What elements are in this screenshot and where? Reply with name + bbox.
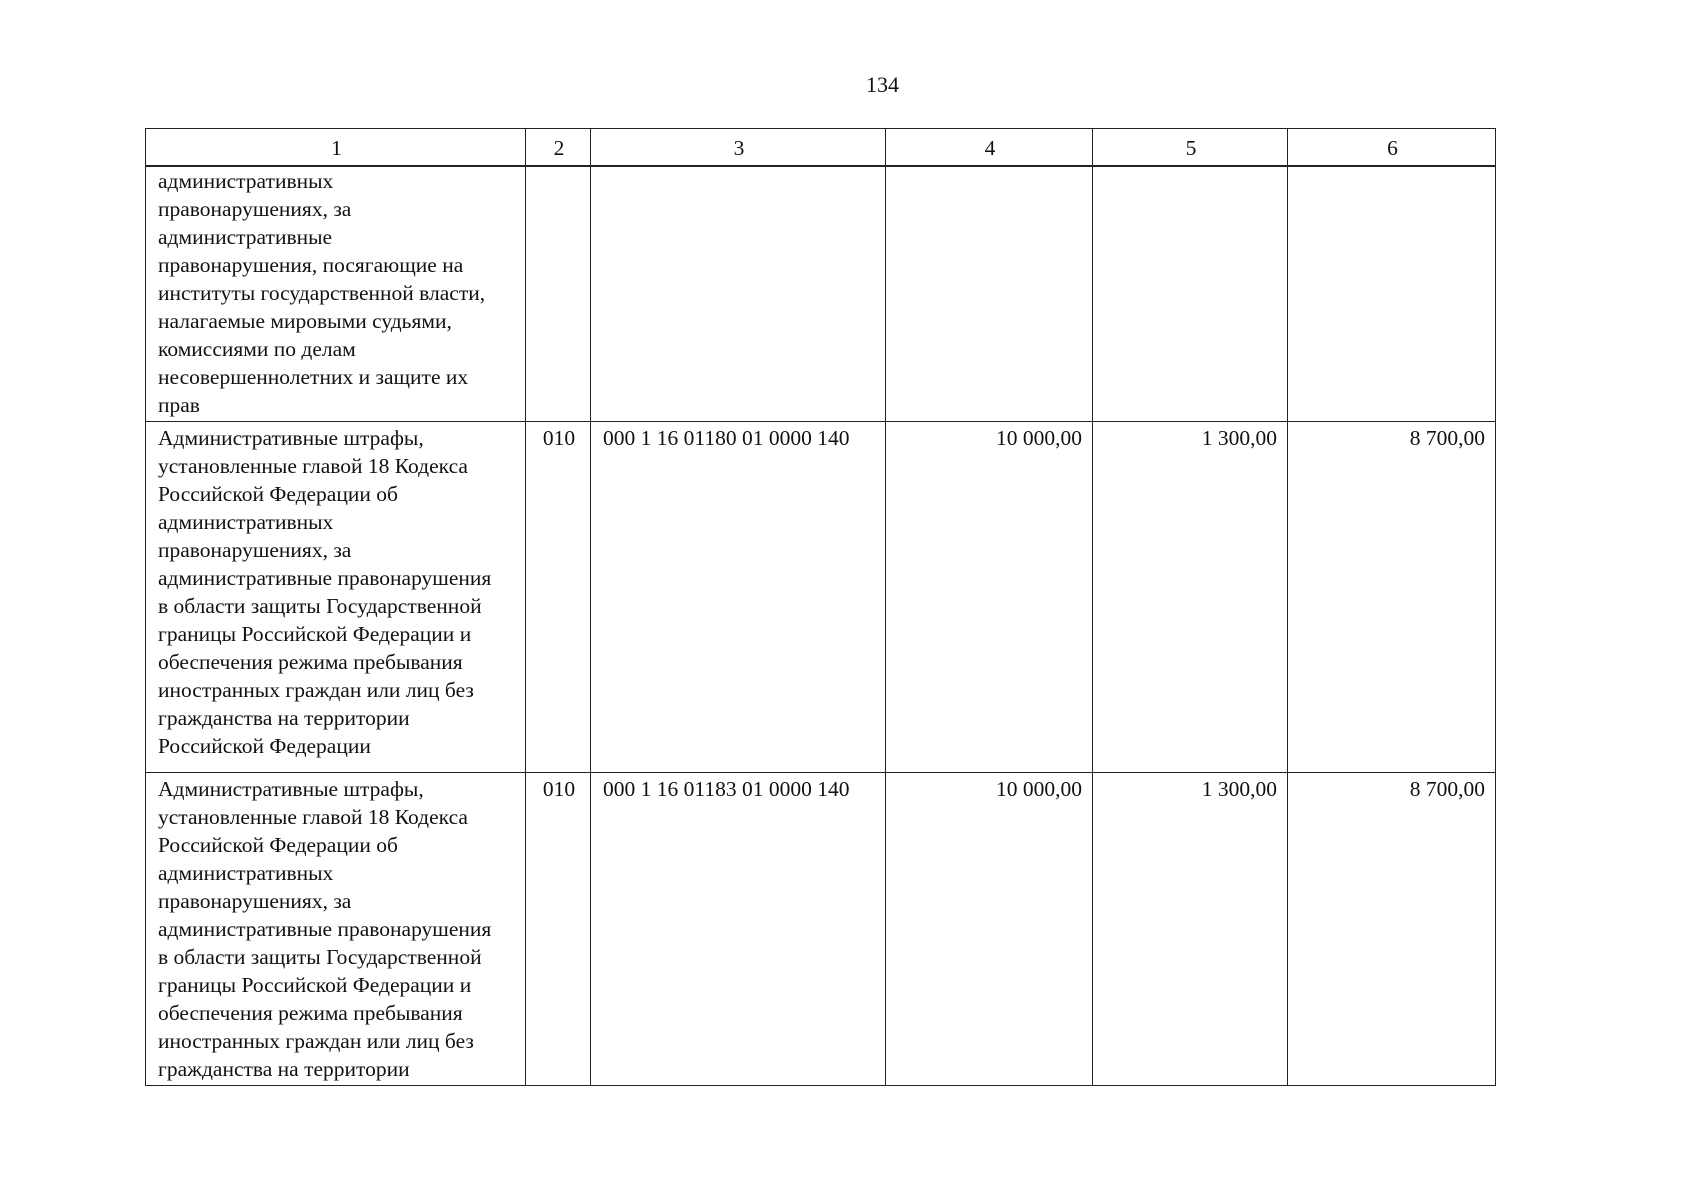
table-row xyxy=(146,773,1496,1086)
row-planned-amount: 10 000,00 xyxy=(886,773,1093,1086)
row-remainder-amount: 8 700,00 xyxy=(1288,773,1496,1086)
column-header-6: 6 xyxy=(1288,129,1496,167)
column-header-5: 5 xyxy=(1093,129,1288,167)
column-number-header-row xyxy=(146,129,1496,167)
row-admin-code: 010 xyxy=(526,422,591,773)
row-description: Административные штрафы, установленные главой 18 Кодекса Российской Федерации об административных правонарушениях, за административные правонарушения в области защиты Государственной границы Российской Федерации и обеспечения режима пребывания иностранных граждан или лиц без гражданства на территории xyxy=(146,773,526,1086)
row-executed-amount: 1 300,00 xyxy=(1093,773,1288,1086)
row-description: административных правонарушениях, за административные правонарушения, посягающие на институты государственной власти, налагаемые мировыми судьями, комиссиями по делам несовершеннолетних и защите их прав xyxy=(146,166,526,422)
column-header-2: 2 xyxy=(526,129,591,167)
row-planned-amount xyxy=(886,166,1093,422)
row-remainder-amount xyxy=(1288,166,1496,422)
table-row xyxy=(146,422,1496,773)
row-budget-code xyxy=(591,166,886,422)
column-header-1: 1 xyxy=(146,129,526,167)
report-table xyxy=(145,128,1496,1086)
row-budget-code: 000 1 16 01180 01 0000 140 xyxy=(591,422,886,773)
column-header-3: 3 xyxy=(591,129,886,167)
row-executed-amount: 1 300,00 xyxy=(1093,422,1288,773)
row-planned-amount: 10 000,00 xyxy=(886,422,1093,773)
row-remainder-amount: 8 700,00 xyxy=(1288,422,1496,773)
row-description: Административные штрафы, установленные главой 18 Кодекса Российской Федерации об административных правонарушениях, за административные правонарушения в области защиты Государственной границы Российской Федерации и обеспечения режима пребывания иностранных граждан или лиц без гражданства на территории Российской Федерации xyxy=(146,422,526,773)
row-budget-code: 000 1 16 01183 01 0000 140 xyxy=(591,773,886,1086)
row-admin-code xyxy=(526,166,591,422)
page-number: 134 xyxy=(866,72,899,97)
row-executed-amount xyxy=(1093,166,1288,422)
table-row xyxy=(146,166,1496,422)
row-admin-code: 010 xyxy=(526,773,591,1086)
column-header-4: 4 xyxy=(886,129,1093,167)
